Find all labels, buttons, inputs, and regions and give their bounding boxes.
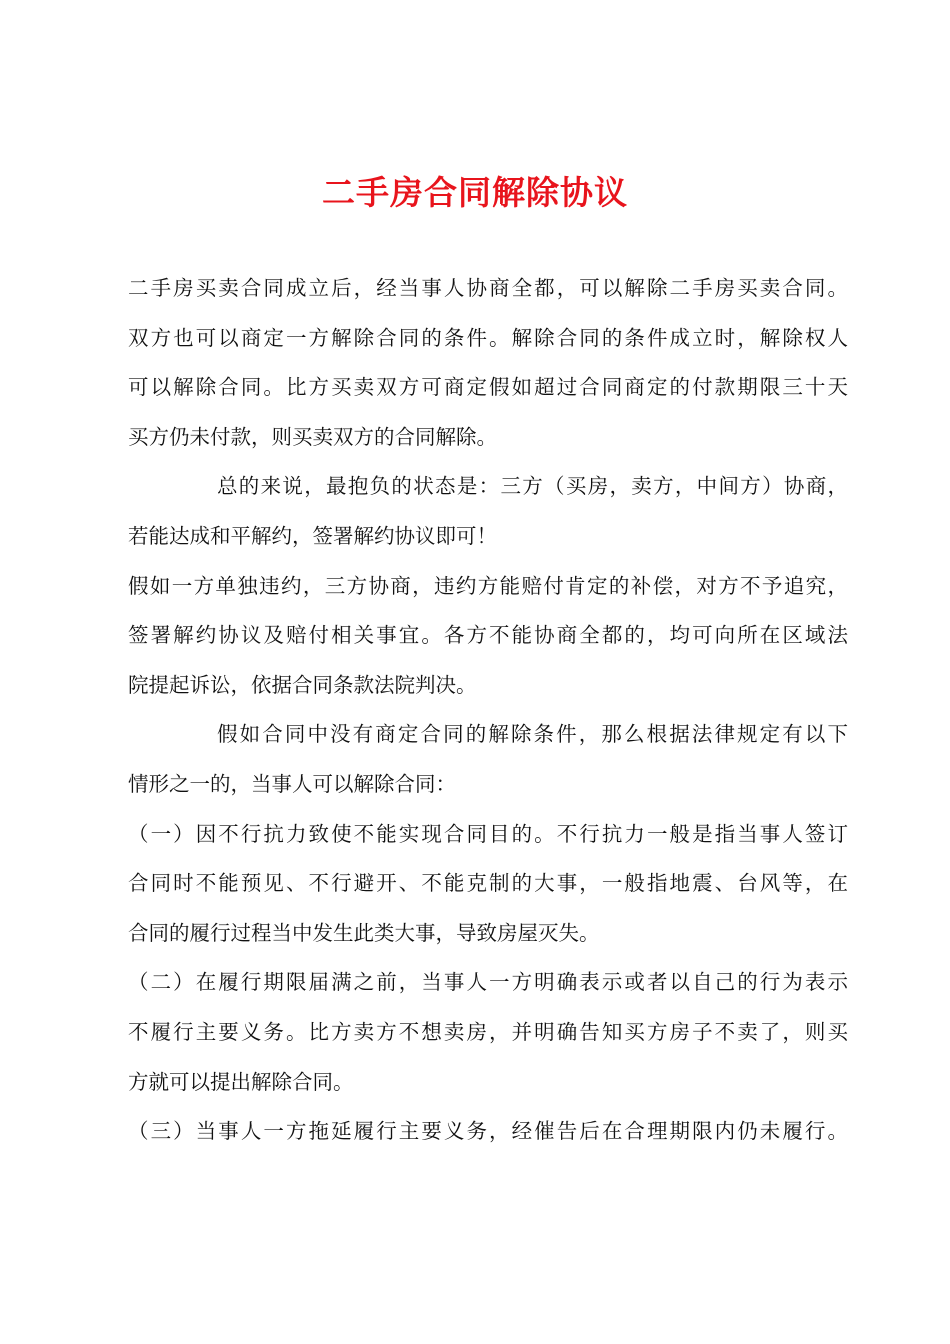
paragraph-line: 总的来说，最抱负的状态是：三方（买房，卖方，中间方）协商， [217,474,848,499]
paragraph-line: 可以解除合同。比方买卖双方可商定假如超过合同商定的付款期限三十天 [128,375,848,400]
document-body [128,264,848,1157]
paragraph-line: 合同的履行过程当中发生此类大事，导致房屋灭失。 [128,920,600,945]
paragraph-line: 假如合同中没有商定合同的解除条件，那么根据法律规定有以下 [217,722,848,747]
paragraph-line: 买方仍未付款，则买卖双方的合同解除。 [128,424,497,449]
paragraph-line: 双方也可以商定一方解除合同的条件。解除合同的条件成立时，解除权人 [128,325,848,350]
paragraph-line: 合同时不能预见、不行避开、不能克制的大事，一般指地震、台风等，在 [128,871,848,896]
paragraph-line: （一）因不行抗力致使不能实现合同目的。不行抗力一般是指当事人签订 [128,821,848,846]
paragraph-line: （三）当事人一方拖延履行主要义务，经催告后在合理期限内仍未履行。 [128,1119,848,1144]
paragraph-line: 不履行主要义务。比方卖方不想卖房，并明确告知买方房子不卖了，则买 [128,1019,848,1044]
paragraph-line: （二）在履行期限届满之前，当事人一方明确表示或者以自己的行为表示 [128,970,848,995]
paragraph-line: 假如一方单独违约，三方协商，违约方能赔付肯定的补偿，对方不予追究， [128,573,848,598]
paragraph-line: 方就可以提出解除合同。 [128,1069,354,1094]
paragraph-line: 签署解约协议及赔付相关事宜。各方不能协商全都的，均可向所在区域法 [128,623,848,648]
document-title: 二手房合同解除协议 [322,173,628,212]
paragraph-line: 二手房买卖合同成立后，经当事人协商全都，可以解除二手房买卖合同。 [128,276,848,300]
paragraph-line: 情形之一的，当事人可以解除合同： [128,771,456,796]
paragraph-line: 院提起诉讼，依据合同条款法院判决。 [128,672,477,697]
paragraph-line: 若能达成和平解约，签署解约协议即可！ [128,523,497,548]
